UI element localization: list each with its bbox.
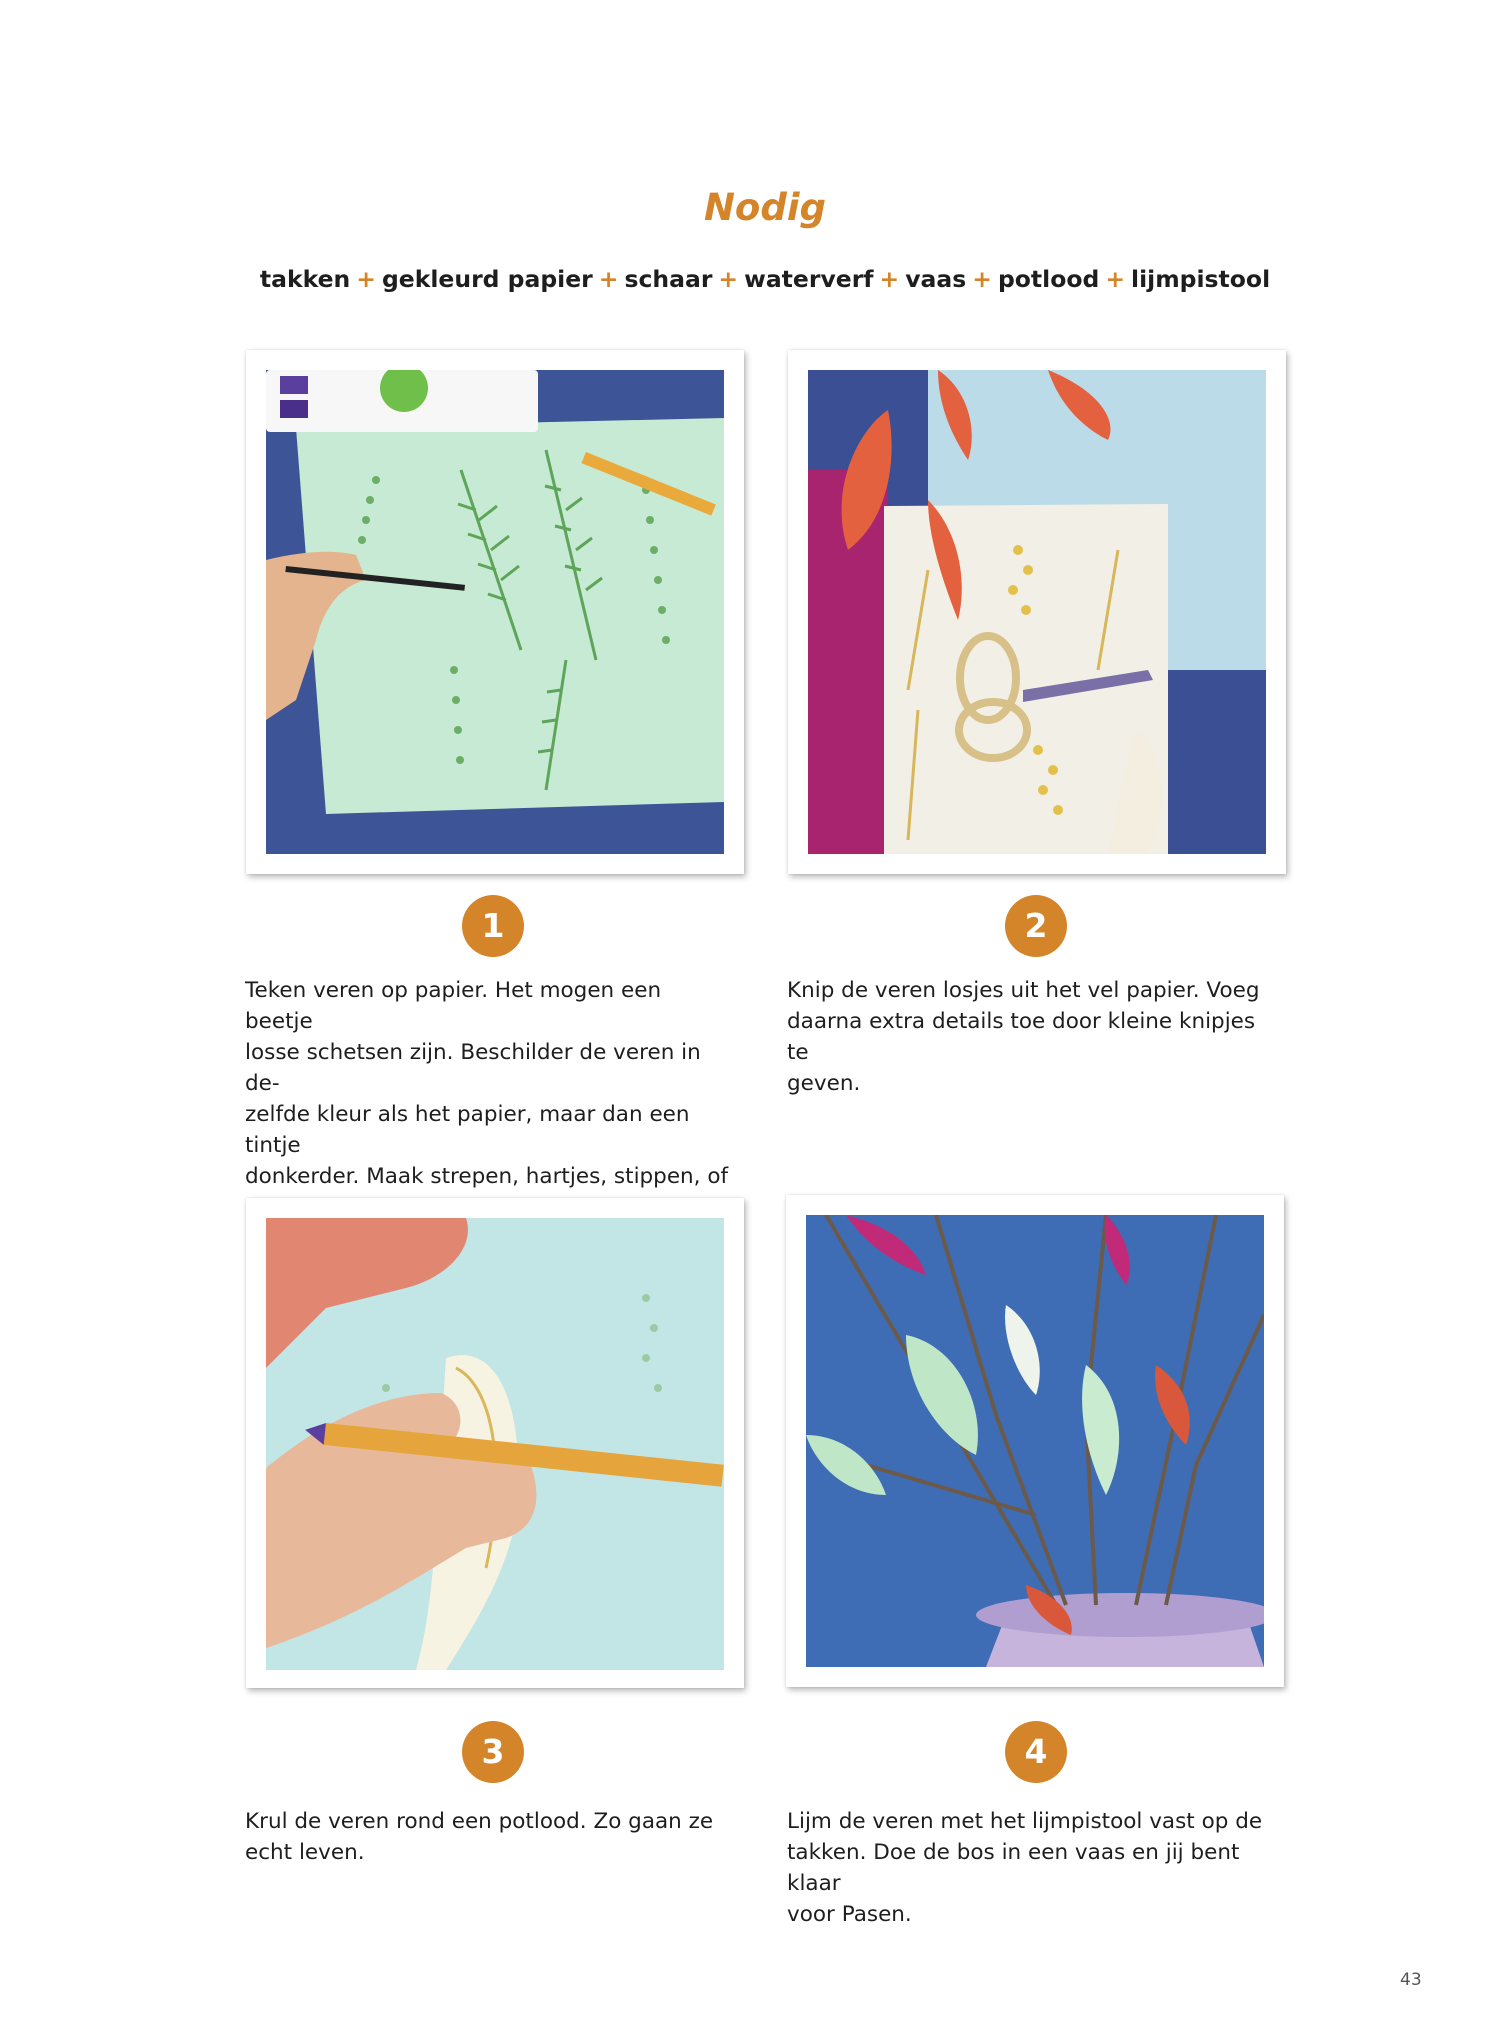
step-3-number-badge: 3 xyxy=(462,1721,524,1783)
step-1-number-badge: 1 xyxy=(462,895,524,957)
material-item: waterverf xyxy=(744,265,874,293)
step-2-number-badge: 2 xyxy=(1005,895,1067,957)
step-3-text: Krul de veren rond een potlood. Zo gaan ze echt leven. xyxy=(245,1809,714,1865)
material-item: takken xyxy=(259,265,351,293)
plus-separator: + xyxy=(879,265,900,293)
plus-separator: + xyxy=(972,265,992,293)
page-number: 43 xyxy=(1400,1970,1422,1990)
material-item: vaas xyxy=(905,265,967,293)
material-item: gekleurd papier xyxy=(381,265,593,293)
material-item: lijmpistool xyxy=(1131,265,1271,293)
branches-in-vase-illustration xyxy=(806,1215,1264,1667)
plus-separator: + xyxy=(718,265,739,293)
step-1-photo xyxy=(246,350,744,874)
material-item: schaar xyxy=(624,265,713,293)
plus-separator: + xyxy=(356,265,376,293)
plus-separator: + xyxy=(598,265,619,293)
materials-list xyxy=(0,265,1493,293)
curling-feathers-illustration xyxy=(266,1218,724,1670)
step-4-number-badge: 4 xyxy=(1005,1721,1067,1783)
plus-separator: + xyxy=(1105,265,1126,293)
page-title: Nodig xyxy=(703,186,827,229)
step-4-photo xyxy=(786,1195,1284,1687)
step-1-text: Teken veren op papier. Het mogen een beetje losse schetsen zijn. Beschilder de veren in de- zelfde kleur als het papier, maar dan een tintje donkerder. Maak strepen, hartjes, stippen, of xyxy=(245,978,729,1189)
step-4-text: Lijm de veren met het lijmpistool vast op de takken. Doe de bos in een vaas en jij bent klaar voor Pasen. xyxy=(787,1809,1263,1927)
cutting-feathers-illustration xyxy=(808,370,1266,854)
material-item: potlood xyxy=(997,265,1100,293)
step-3-photo xyxy=(246,1198,744,1688)
painting-feathers-illustration xyxy=(266,370,724,854)
step-2-photo xyxy=(788,350,1286,874)
step-2-text: Knip de veren losjes uit het vel papier. Voeg daarna extra details toe door kleine knipjes te geven. xyxy=(787,978,1260,1096)
